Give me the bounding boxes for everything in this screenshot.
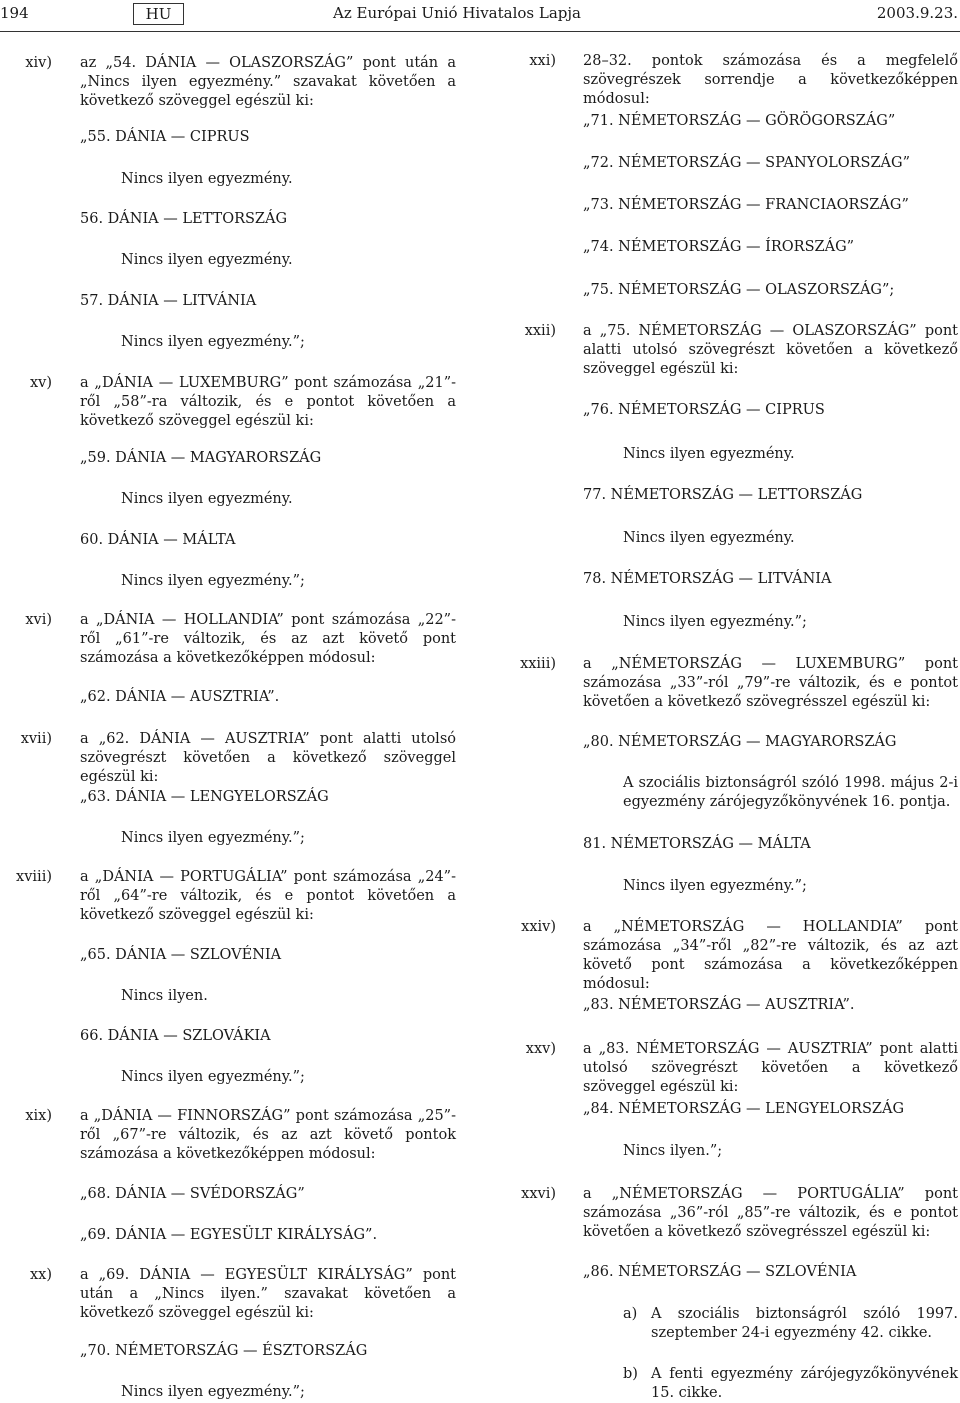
- entry-heading: „73. NÉMETORSZÁG — FRANCIAORSZÁG”: [583, 197, 909, 213]
- entry-note: Nincs ilyen egyezmény.: [623, 530, 795, 546]
- entry-heading: „71. NÉMETORSZÁG — GÖRÖGORSZÁG”: [583, 113, 896, 129]
- entry-note: Nincs ilyen.: [121, 988, 208, 1004]
- header-rule: [0, 31, 960, 32]
- entry-heading: 66. DÁNIA — SZLOVÁKIA: [80, 1028, 271, 1044]
- item-text-xvii: a „62. DÁNIA — AUSZTRIA” pont alatti utolsó szövegrészt követően a következő szöveggel egészül ki:: [80, 731, 456, 785]
- item-number-xxvi: xxvi): [521, 1186, 556, 1202]
- entry-heading: „68. DÁNIA — SVÉDORSZÁG”: [80, 1186, 305, 1202]
- item-number-xxiv: xxiv): [521, 919, 556, 935]
- item-number-xvi: xvi): [25, 612, 52, 628]
- entry-heading: „62. DÁNIA — AUSZTRIA”.: [80, 689, 280, 705]
- item-text-xv: a „DÁNIA — LUXEMBURG” pont számozása „21”-ről „58”-ra változik, és e pontot követően a következő szöveggel egészül ki:: [80, 375, 456, 429]
- item-number-xxii: xxii): [524, 323, 556, 339]
- entry-heading: „72. NÉMETORSZÁG — SPANYOLORSZÁG”: [583, 155, 911, 171]
- item-text-xviii: a „DÁNIA — PORTUGÁLIA” pont számozása „24”-ről „64”-re változik, és e pontot követően a következő szöveggel egészül ki:: [80, 869, 456, 923]
- entry-heading: „74. NÉMETORSZÁG — ÍRORSZÁG”: [583, 239, 855, 255]
- entry-note: Nincs ilyen egyezmény.”;: [623, 878, 807, 894]
- entry-heading: „83. NÉMETORSZÁG — AUSZTRIA”.: [583, 997, 855, 1013]
- item-text-xiv: az „54. DÁNIA — OLASZORSZÁG” pont után a „Nincs ilyen egyezmény.” szavakat követően a következő szöveggel egészül ki:: [80, 55, 456, 109]
- item-number-xviii: xviii): [16, 869, 52, 885]
- entry-heading: 77. NÉMETORSZÁG — LETTORSZÁG: [583, 487, 863, 503]
- item-number-xxiii: xxiii): [520, 656, 556, 672]
- page-number: 194: [0, 4, 29, 22]
- entry-heading: „65. DÁNIA — SZLOVÉNIA: [80, 947, 282, 963]
- entry-note: Nincs ilyen egyezmény.: [121, 491, 293, 507]
- item-number-xxv: xxv): [525, 1041, 556, 1057]
- item-text-xxvi: a „NÉMETORSZÁG — PORTUGÁLIA” pont számozása „36”-ról „85”-re változik, és e pontot követően a következő szövegrésszel egészül ki:: [583, 1186, 958, 1240]
- entry-heading: „55. DÁNIA — CIPRUS: [80, 129, 250, 145]
- entry-note: Nincs ilyen.”;: [623, 1143, 723, 1159]
- entry-note: Nincs ilyen egyezmény.: [121, 252, 293, 268]
- entry-note: Nincs ilyen egyezmény.”;: [121, 1069, 305, 1085]
- entry-note: Nincs ilyen egyezmény.”;: [121, 1384, 305, 1400]
- entry-note: A szociális biztonságról szóló 1998. május 2-i egyezmény zárójegyzőkönyvének 16. pontja.: [623, 775, 958, 810]
- sub-item-text-b: A fenti egyezmény zárójegyzőkönyvének 15. cikke.: [651, 1366, 958, 1401]
- entry-note: Nincs ilyen egyezmény.”;: [121, 573, 305, 589]
- sub-item-label-a: a): [623, 1306, 638, 1322]
- item-text-xxiii: a „NÉMETORSZÁG — LUXEMBURG” pont számozása „33”-ról „79”-re változik, és e pontot követően a következő szövegrésszel egészül ki:: [583, 656, 958, 710]
- entry-heading: 78. NÉMETORSZÁG — LITVÁNIA: [583, 571, 832, 587]
- item-text-xxii: a „75. NÉMETORSZÁG — OLASZORSZÁG” pont alatti utolsó szövegrészt követően a következő szöveggel egészül ki:: [583, 323, 958, 377]
- journal-title: Az Európai Unió Hivatalos Lapja: [333, 4, 581, 22]
- entry-note: Nincs ilyen egyezmény.”;: [623, 614, 807, 630]
- language-badge: HU: [133, 3, 184, 25]
- item-number-xxi: xxi): [529, 53, 556, 69]
- entry-heading: „75. NÉMETORSZÁG — OLASZORSZÁG”;: [583, 282, 895, 298]
- item-text-xxi: 28–32. pontok számozása és a megfelelő szövegrészek sorrendje a következőképpen módosul:: [583, 53, 958, 107]
- item-text-xix: a „DÁNIA — FINNORSZÁG” pont számozása „25”-ről „67”-re változik, és az azt követő pontok számozása a következőképpen módosul:: [80, 1108, 456, 1162]
- entry-note: Nincs ilyen egyezmény.: [121, 171, 293, 187]
- entry-note: Nincs ilyen egyezmény.”;: [121, 334, 305, 350]
- item-number-xx: xx): [29, 1267, 52, 1283]
- entry-heading: „80. NÉMETORSZÁG — MAGYARORSZÁG: [583, 734, 897, 750]
- entry-heading: 57. DÁNIA — LITVÁNIA: [80, 293, 257, 309]
- page-header: [0, 0, 960, 30]
- item-number-xix: xix): [25, 1108, 52, 1124]
- item-text-xxiv: a „NÉMETORSZÁG — HOLLANDIA” pont számozása „34”-ről „82”-re változik, és az azt követő pont számozása a következőképpen módosul:: [583, 919, 958, 992]
- entry-note: Nincs ilyen egyezmény.: [623, 446, 795, 462]
- entry-heading: 81. NÉMETORSZÁG — MÁLTA: [583, 836, 811, 852]
- entry-heading: 56. DÁNIA — LETTORSZÁG: [80, 211, 288, 227]
- item-text-xxv: a „83. NÉMETORSZÁG — AUSZTRIA” pont alatti utolsó szövegrészt követően a következő szöveggel egészül ki:: [583, 1041, 958, 1095]
- entry-heading: „70. NÉMETORSZÁG — ÉSZTORSZÁG: [80, 1343, 368, 1359]
- sub-item-text-a: A szociális biztonságról szóló 1997. szeptember 24-i egyezmény 42. cikke.: [651, 1306, 958, 1341]
- entry-heading: „86. NÉMETORSZÁG — SZLOVÉNIA: [583, 1264, 857, 1280]
- entry-heading: „69. DÁNIA — EGYESÜLT KIRÁLYSÁG”.: [80, 1227, 378, 1243]
- entry-heading: „84. NÉMETORSZÁG — LENGYELORSZÁG: [583, 1101, 905, 1117]
- entry-heading: „59. DÁNIA — MAGYARORSZÁG: [80, 450, 322, 466]
- item-number-xvii: xvii): [20, 731, 52, 747]
- entry-note: Nincs ilyen egyezmény.”;: [121, 830, 305, 846]
- item-number-xiv: xiv): [25, 55, 52, 71]
- sub-item-label-b: b): [623, 1366, 638, 1382]
- entry-heading: „63. DÁNIA — LENGYELORSZÁG: [80, 789, 329, 805]
- publication-date: 2003.9.23.: [876, 4, 958, 22]
- entry-heading: „76. NÉMETORSZÁG — CIPRUS: [583, 402, 825, 418]
- entry-heading: 60. DÁNIA — MÁLTA: [80, 532, 236, 548]
- item-number-xv: xv): [29, 375, 52, 391]
- item-text-xx: a „69. DÁNIA — EGYESÜLT KIRÁLYSÁG” pont után a „Nincs ilyen.” szavakat követően a következő szöveggel egészül ki:: [80, 1267, 456, 1321]
- item-text-xvi: a „DÁNIA — HOLLANDIA” pont számozása „22”-ről „61”-re változik, és az azt követő pont számozása a következőképpen módosul:: [80, 612, 456, 666]
